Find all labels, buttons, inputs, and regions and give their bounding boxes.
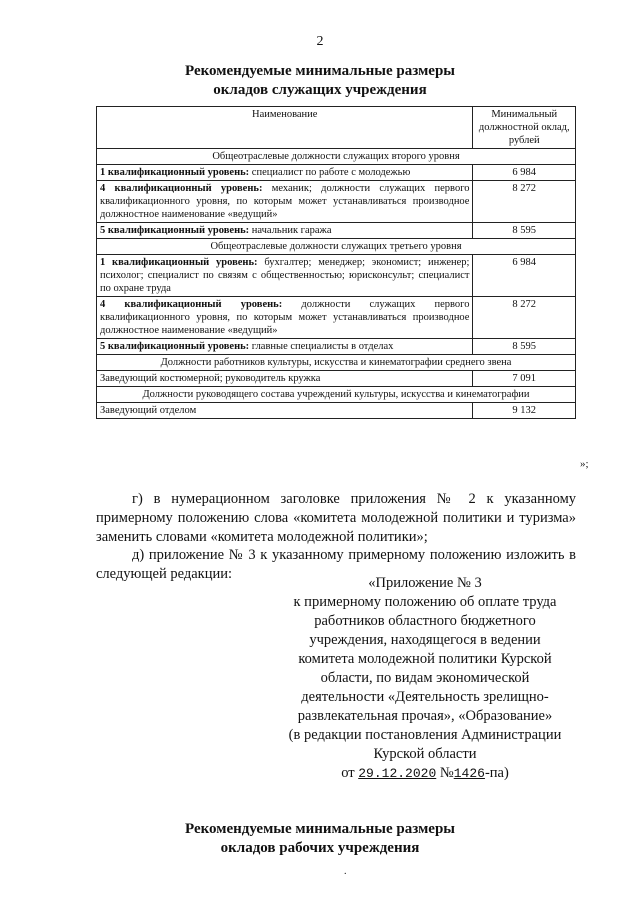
- position-cell: [97, 223, 473, 239]
- position-cell: [97, 371, 473, 387]
- table-row: [97, 223, 576, 239]
- table-row: [97, 255, 576, 297]
- position-description: специалист по работе с молодежью: [249, 167, 411, 178]
- annex-line: области, по видам экономической: [320, 670, 530, 686]
- table-row: [97, 181, 576, 223]
- qualification-level: 5 квалификационный уровень:: [100, 225, 250, 236]
- position-description: Заведующий костюмерной; руководитель кружка: [100, 373, 321, 384]
- salary-value: 7 091: [473, 371, 576, 387]
- table-group-row: [97, 239, 576, 255]
- table-header-row: [97, 107, 576, 149]
- salary-table: [96, 106, 576, 419]
- annex-line: деятельности «Деятельность зрелищно-: [301, 689, 549, 705]
- position-description: должности служащих первого квалификационного уровня, по которым может устанавливаться производное должностное наименование «ведущий»: [100, 299, 470, 336]
- position-description: Заведующий отделом: [100, 405, 197, 416]
- footer-mark: .: [344, 866, 347, 877]
- table-group-row: [97, 355, 576, 371]
- group-heading: Общеотраслевые должности служащих второго уровня: [97, 149, 576, 165]
- table-closing-mark: »;: [580, 458, 589, 470]
- position-description: главные специалисты в отделах: [249, 341, 394, 352]
- annex-date-line: [270, 764, 580, 783]
- salary-value: 8 595: [473, 339, 576, 355]
- title-line: Рекомендуемые минимальные размеры: [184, 821, 455, 837]
- qualification-level: 4 квалификационный уровень:: [100, 299, 283, 310]
- workers-salary-title: [0, 820, 640, 858]
- annex-header: [270, 574, 580, 783]
- title-line: окладов служащих учреждения: [213, 82, 427, 98]
- group-heading: Должности руководящего состава учреждений культуры, искусства и кинематографии: [97, 387, 576, 403]
- qualification-level: 1 квалификационный уровень:: [100, 167, 250, 178]
- employees-salary-title: [0, 62, 640, 100]
- qualification-level: 5 квалификационный уровень:: [100, 341, 250, 352]
- annex-line: (в редакции постановления Администрации: [288, 727, 562, 743]
- salary-value: 6 984: [473, 255, 576, 297]
- position-cell: [97, 255, 473, 297]
- table-row: [97, 165, 576, 181]
- salary-value: 6 984: [473, 165, 576, 181]
- position-description: начальник гаража: [249, 225, 332, 236]
- number-prefix: №: [439, 765, 454, 781]
- title-line: Рекомендуемые минимальные размеры: [184, 63, 455, 79]
- title-line: окладов рабочих учреждения: [220, 840, 420, 856]
- annex-line: комитета молодежной политики Курской: [298, 651, 552, 667]
- table-body: [97, 149, 576, 419]
- qualification-level: 1 квалификационный уровень:: [100, 257, 258, 268]
- salary-value: 8 272: [473, 181, 576, 223]
- table-row: [97, 403, 576, 419]
- position-cell: [97, 165, 473, 181]
- resolution-number: 1426: [453, 766, 485, 781]
- page-number: 2: [316, 34, 324, 49]
- group-heading: Общеотраслевые должности служащих третьего уровня: [97, 239, 576, 255]
- salary-value: 8 595: [473, 223, 576, 239]
- column-header-name: Наименование: [97, 107, 473, 149]
- group-heading: Должности работников культуры, искусства и кинематографии среднего звена: [97, 355, 576, 371]
- position-cell: [97, 403, 473, 419]
- table-row: [97, 297, 576, 339]
- annex-line: работников областного бюджетного: [314, 613, 536, 629]
- position-description: бухгалтер; менеджер; экономист; инженер; психолог; специалист по связям с общественностью; юрисконсульт; специалист по охране труда: [100, 257, 470, 294]
- date-prefix: от: [341, 765, 355, 781]
- annex-line: «Приложение № 3: [368, 575, 482, 591]
- position-cell: [97, 297, 473, 339]
- annex-line: Курской области: [373, 746, 477, 762]
- qualification-level: 4 квалификационный уровень:: [100, 183, 263, 194]
- salary-value: 8 272: [473, 297, 576, 339]
- paragraph-d: д) приложение № 3 к указанному примерному положению изложить в следующей редакции:: [96, 547, 576, 582]
- position-cell: [97, 339, 473, 355]
- column-header-salary: Минимальный должностной оклад, рублей: [473, 107, 576, 149]
- table-group-row: [97, 149, 576, 165]
- resolution-date: 29.12.2020: [358, 766, 437, 781]
- annex-line: развлекательная прочая», «Образование»: [297, 708, 553, 724]
- salary-value: 9 132: [473, 403, 576, 419]
- annex-line: к примерному положению об оплате труда: [293, 594, 557, 610]
- position-description: механик; должности служащих первого квалификационного уровня, по которым может устанавливаться производное должностное наименование «ведущий»: [100, 183, 470, 220]
- position-cell: [97, 181, 473, 223]
- table-row: [97, 371, 576, 387]
- annex-line: учреждения, находящегося в ведении: [309, 632, 541, 648]
- table-row: [97, 339, 576, 355]
- table-group-row: [97, 387, 576, 403]
- resolution-suffix: -па): [484, 765, 509, 781]
- paragraph-g: г) в нумерационном заголовке приложения № 2 к указанному примерному положению слова «комитета молодежной политики и туризма» заменить словами «комитета молодежной политики»;: [96, 491, 576, 545]
